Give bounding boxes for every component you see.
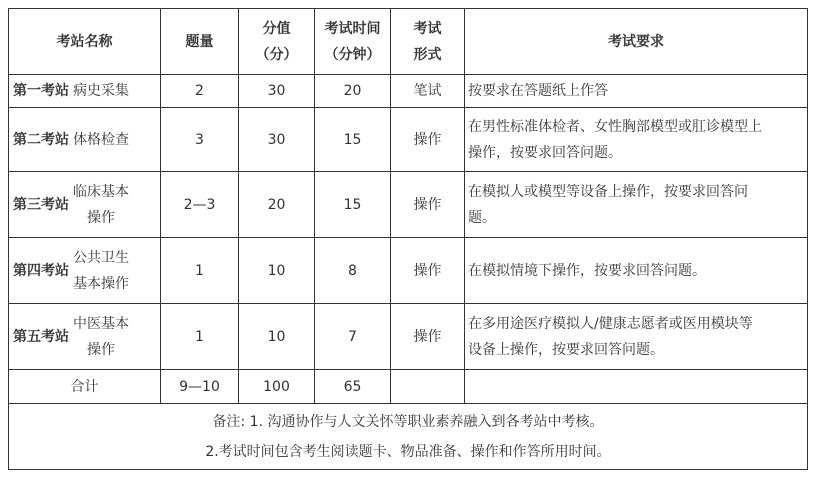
station-number: 第四考站 bbox=[13, 262, 69, 279]
score-cell: 30 bbox=[239, 75, 315, 108]
requirement-line: 在多用途医疗模拟人/健康志愿者或医用模块等 bbox=[468, 315, 753, 332]
header-time-line2: （分钟） bbox=[324, 46, 381, 63]
station-number: 第三考站 bbox=[13, 196, 69, 213]
station-number: 第一考站 bbox=[13, 83, 69, 99]
time-cell: 20 bbox=[315, 75, 391, 108]
header-time-line1: 考试时间 bbox=[324, 20, 381, 37]
time-cell: 8 bbox=[315, 238, 391, 304]
notes-cell bbox=[9, 404, 808, 470]
table-row bbox=[9, 75, 808, 108]
score-cell: 10 bbox=[239, 304, 315, 370]
requirement-cell bbox=[465, 75, 808, 108]
header-score-line1: 分值 bbox=[262, 20, 291, 37]
exam-stations-table bbox=[8, 8, 808, 470]
form-cell: 操作 bbox=[391, 172, 465, 238]
total-question-count: 9—10 bbox=[161, 370, 239, 404]
requirement-cell bbox=[465, 108, 808, 172]
time-cell: 15 bbox=[315, 108, 391, 172]
question-count-cell: 2—3 bbox=[161, 172, 239, 238]
notes-row bbox=[9, 404, 808, 470]
form-cell: 操作 bbox=[391, 238, 465, 304]
table-row bbox=[9, 304, 808, 370]
question-count-cell: 1 bbox=[161, 238, 239, 304]
station-cell bbox=[9, 108, 161, 172]
station-cell bbox=[9, 304, 161, 370]
header-row bbox=[9, 9, 808, 75]
score-cell: 20 bbox=[239, 172, 315, 238]
station-subject-line: 体格检查 bbox=[73, 131, 129, 148]
question-count-cell: 2 bbox=[161, 75, 239, 108]
station-cell bbox=[9, 75, 161, 108]
station-number: 第五考站 bbox=[13, 328, 69, 345]
score-cell: 30 bbox=[239, 108, 315, 172]
total-score: 100 bbox=[239, 370, 315, 404]
header-time bbox=[315, 9, 391, 75]
time-cell: 15 bbox=[315, 172, 391, 238]
requirement-line: 题。 bbox=[468, 209, 496, 226]
station-subject bbox=[73, 127, 129, 153]
header-form-line1: 考试 bbox=[413, 20, 442, 37]
station-cell bbox=[9, 172, 161, 238]
station-cell bbox=[9, 238, 161, 304]
requirement-line: 在模拟情境下操作，按要求回答问题。 bbox=[468, 262, 706, 279]
header-station-name: 考站名称 bbox=[9, 9, 161, 75]
exam-table-container bbox=[8, 8, 808, 470]
station-subject-line: 操作 bbox=[87, 209, 115, 226]
requirement-cell bbox=[465, 238, 808, 304]
station-subject-line: 中医基本 bbox=[73, 315, 129, 332]
station-subject bbox=[73, 78, 129, 104]
time-cell: 7 bbox=[315, 304, 391, 370]
station-subject-line: 公共卫生 bbox=[73, 249, 129, 266]
requirement-line: 在模拟人或模型等设备上操作，按要求回答问 bbox=[468, 183, 748, 200]
station-subject-line: 病史采集 bbox=[73, 83, 129, 99]
requirement-cell bbox=[465, 304, 808, 370]
total-time: 65 bbox=[315, 370, 391, 404]
header-score bbox=[239, 9, 315, 75]
station-subject bbox=[73, 179, 129, 231]
table-row bbox=[9, 172, 808, 238]
header-form-line2: 形式 bbox=[413, 46, 442, 63]
station-number: 第二考站 bbox=[13, 131, 69, 148]
requirement-line: 在男性标准体检者、女性胸部模型或肛诊模型上 bbox=[468, 118, 762, 135]
requirement-cell bbox=[465, 172, 808, 238]
note-line: 2.考试时间包含考生阅读题卡、物品准备、操作和作答所用时间。 bbox=[205, 443, 611, 460]
requirement-line: 操作，按要求回答问题。 bbox=[468, 144, 622, 161]
requirement-line: 设备上操作，按要求回答问题。 bbox=[468, 341, 664, 358]
station-subject-line: 临床基本 bbox=[73, 183, 129, 200]
table-row bbox=[9, 238, 808, 304]
station-subject-line: 操作 bbox=[87, 341, 115, 358]
header-question-count: 题量 bbox=[161, 9, 239, 75]
station-subject bbox=[73, 245, 129, 297]
total-label: 合计 bbox=[9, 370, 161, 404]
requirement-line: 按要求在答题纸上作答 bbox=[468, 83, 608, 99]
score-cell: 10 bbox=[239, 238, 315, 304]
note-line: 备注: 1. 沟通协作与人文关怀等职业素养融入到各考站中考核。 bbox=[212, 413, 604, 430]
question-count-cell: 1 bbox=[161, 304, 239, 370]
total-form bbox=[391, 370, 465, 404]
form-cell: 操作 bbox=[391, 108, 465, 172]
form-cell: 笔试 bbox=[391, 75, 465, 108]
station-subject-line: 基本操作 bbox=[73, 275, 129, 292]
total-row bbox=[9, 370, 808, 404]
header-score-line2: （分） bbox=[255, 46, 298, 63]
form-cell: 操作 bbox=[391, 304, 465, 370]
table-row bbox=[9, 108, 808, 172]
header-form bbox=[391, 9, 465, 75]
question-count-cell: 3 bbox=[161, 108, 239, 172]
station-subject bbox=[73, 311, 129, 363]
total-requirement bbox=[465, 370, 808, 404]
header-requirement: 考试要求 bbox=[465, 9, 808, 75]
